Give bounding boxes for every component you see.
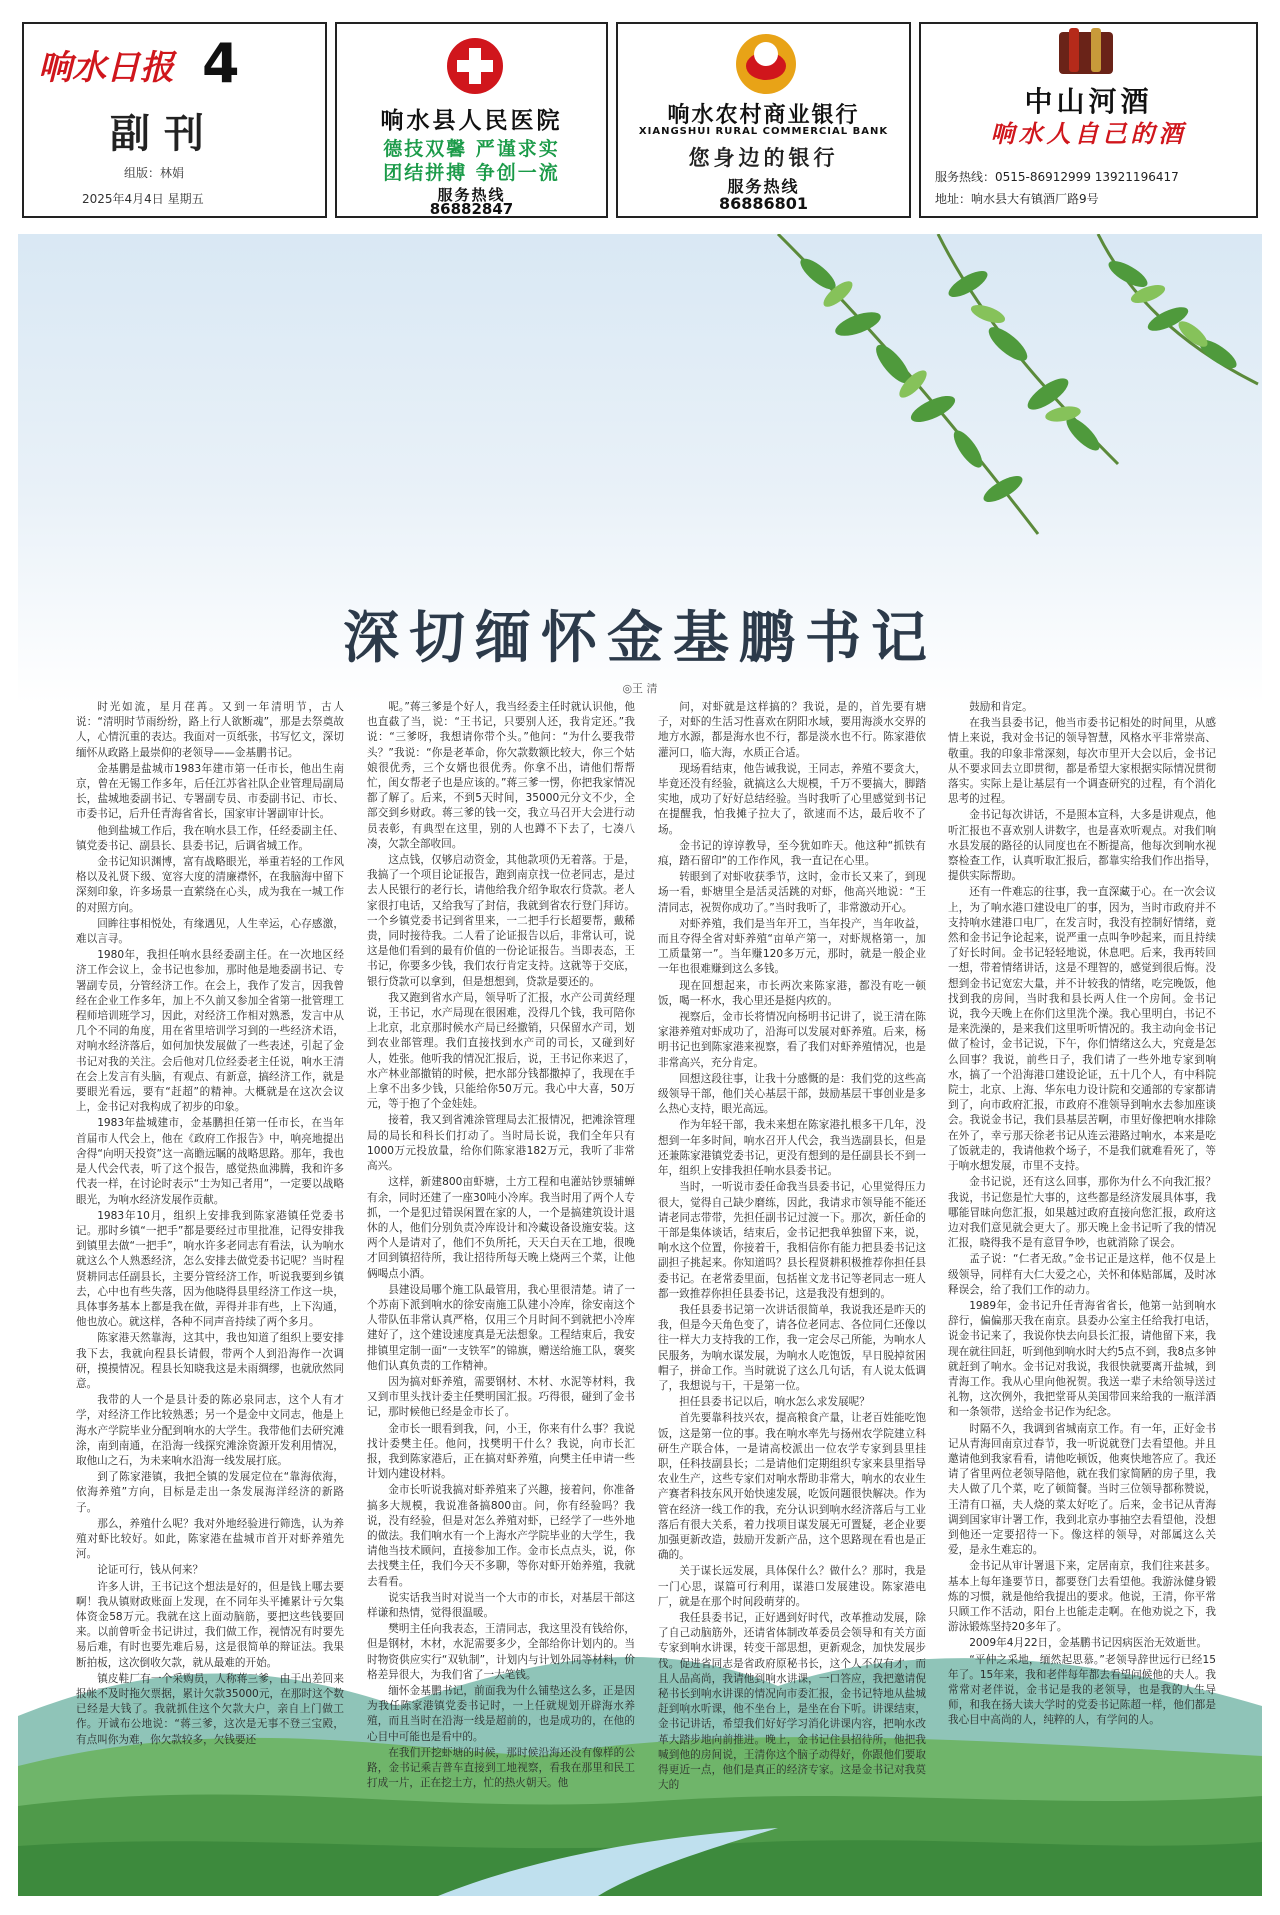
article-paragraph: 因为搞对虾养殖，需要钢材、木材、水泥等材料，我又到市里头找计委主任樊明国汇报。巧得很，碰到了金书记，那时候他已经是金市长了。	[367, 1375, 635, 1419]
article-paragraph: 陈家港天然靠海，这其中，我也知道了组织上要安排我下去，我就向程县长请假，带两个人到沿海作一次调研，摸摸情况。程县长知晓我这是未雨绸缪，也就欣然同意。	[76, 1332, 344, 1390]
article-byline: ◎王 清	[622, 682, 658, 695]
article-paragraph: 我任县委书记，正好遇到好时代，改革推动发展，除了自己动脑筋外，还请省体制改革委员会领导和有关方面专家到响水讲课，转变干部思想，更新观念，加快发展步伐。促进省同志是省政府原秘书长，这个人不仅有才，而且人品高尚，我请他到响水讲课，一口答应，我把邀请倪秘书长到响水讲课的情况向市委汇报，金书记特地从盐城赶到响水听课，他不坐台上，是坐在台下听。讲课结束，金书记讲话，希望我们好好学习消化讲课内容，把响水改革大踏步地向前推进。晚上，金书记住县招待所，他把我喊到他的房间说，王清你这个脑子动得好，你跟他们要取得更近一点，他们是真正的经济专家。这是金书记对我莫大的	[658, 1611, 926, 1792]
issue-date: 2025年4月4日 星期五	[82, 192, 204, 206]
wine-tagline: 响水人自己的酒	[990, 120, 1187, 148]
article-paragraph: 到了陈家港镇，我把全镇的发展定位在“靠海依海，依海养殖”方向，目标是走出一条发展海洋经济的新路子。	[76, 1471, 344, 1514]
article-paragraph: 金基鹏是盐城市1983年建市第一任市长，他出生南京，曾在无锡工作多年，后任江苏省社队企业管理局副局长，盐城地委副书记、专署副专员、市委副书记、市长、市委书记，后升任青海省省长，国家审计署副审计长。	[76, 762, 344, 821]
article-body	[76, 700, 1216, 1880]
article-paragraph: 金市长听说我搞对虾养殖来了兴趣，接着问，你准备搞多大规模，我说准备搞800亩。问，你有经验吗？我说，没有经验，但是对怎么养殖对虾，已经学了一些外地的做法。我们响水有一个上海水产学院毕业的大学生，我请他当技术顾问，直接参加工作。金市长点点头，说，你去找樊主任，我们今天不多聊，等你对虾开始养殖，我就去看看。	[367, 1484, 635, 1588]
article-paragraph: 首先要靠科技兴农，提高粮食产量，让老百姓能吃饱饭，这是第一位的事。我在响水率先与扬州农学院建立科研生产联合体，一是请高校派出一位农学专家到县里挂职，任科技副县长；二是请他们定期组织专家来县里指导农业生产，这些专家们对响水帮助非常大，响水的农业生产赛者科技东风开始快速发展，吃饭问题很快解决。作为管在经济一线工作的我，充分认识到响水经济落后与工业落后有很大关系，着力找项目谋发展无可置疑，老企业要加强更新改造，鼓励开发新产品，这个思路现在看也是正确的。	[658, 1412, 926, 1562]
article-paragraph: 鼓励和肯定。	[969, 701, 1033, 713]
hospital-hotline-number: 86882847	[429, 200, 514, 218]
red-cross-icon	[447, 38, 503, 94]
hospital-hotline-label: 服务热线	[437, 186, 506, 204]
article-paragraph: 时隔不久，我调到省城南京工作。有一年，正好金书记从青海回南京过春节，我一听说就登门去看望他。并且邀请他到我家看看，请他吃顿饭，他爽快地答应了。我还请了省里两位老领导陪他，就在我们家简陋的房子里，我夫人做了几个菜，吃了顿简餐。当时三位领导都称赞说，王清有口福，夫人烧的菜太好吃了。后来，金书记从青海调到国家审计署工作，我到北京办事抽空去看望他，没想到他还一定要招待一下。像这样的领导，对部属这么关爱，是永生难忘的。	[948, 1422, 1216, 1557]
editor-credit: 组版：林娟	[124, 166, 185, 180]
article-paragraph: “平仲之采地，缅然起思慕。”老领导辞世远行已经15年了。15年来，我和老伴每年都去看望问候他的夫人。我常常对老伴说，金书记是我的老领导，也是我的人生导师，和我在扬大读大学时的党委书记陈超一样，他们都是我心目中高尚的人，纯粹的人，有学问的人。	[948, 1653, 1216, 1727]
article-paragraph: 呢。”蒋三爹是个好人，我当经委主任时就认识他，他也直截了当，说：“王书记，只要别人还，我肯定还。”我说：“三爹呀，我想请你带个头。”他问：“为什么要我带头？”我说：“你是老革命，你欠款数额比较大，你三个姑娘很优秀，三个女婿也很优秀。你拿不出，请他们帮帮忙，闺女帮老子也是应该的。”蒋三爹一愣，你把我家情况都了解了。后来，不到5天时间，35000元分文不少，全部交到乡财政。蒋三爹的钱一交，我立马召开大会进行动员表彰，有典型在这里，别的人也蹲不下去了，七凑八凑，欠款全部收回。	[367, 701, 635, 850]
article-paragraph: 担任县委书记以后，响水怎么求发展呢？	[679, 1396, 870, 1409]
wine-address: 地址：响水县大有镇酒厂路9号	[935, 192, 1099, 206]
bank-hotline-number: 86886801	[718, 194, 809, 213]
article-paragraph: 回想这段往事，让我十分感慨的是：我们党的这些高级领导干部，他们关心基层干部，鼓励基层干事创业是多么热心支持，眼光高远。	[658, 1072, 926, 1116]
article-paragraph: 金书记说，还有这么回事，那你为什么不向我汇报？我说，书记您是忙大事的，这些都是经济发展具体事，我哪能冒昧向您汇报，如果越过政府直接向您汇报，政府这边对我们意见就会更大了。那天晚上金书记听了我的情况汇报，晓得我不是有意冒争吵，也就消除了误会。	[948, 1176, 1216, 1250]
article-paragraph: 金书记从审计署退下来，定居南京，我们往来甚多。基本上每年逢要节日，都要登门去看望他。我游泳健身锻炼的习惯，就是他给我提出的要求。他说，王清，你平常只顾工作不活动，阳台上也能走走啊。在他劝说之下，我游泳锻炼坚持20多年了。	[948, 1560, 1216, 1634]
article-paragraph: 金书记的谆谆教导，至今犹如昨天。他这种“抓铁有痕，踏石留印”的工作作风，我一直记在心里。	[658, 839, 926, 868]
article-paragraph: 在我们开挖虾塘的时候，那时候沿海还没有像样的公路，金书记乘吉普车直接到工地视察，看我在那里和民工打成一片，正在挖土方，忙的热火朝天。他	[367, 1746, 635, 1790]
article-paragraph: 1983年10月，组织上安排我到陈家港镇任党委书记。那时乡镇“一把手”都是要经过市里批准，记得安排我到镇里去做“一把手”，响水许多老同志有看法，认为响水就这么个人熟悉经济，怎么安排去做党委书记呢？当时程贤耕同志任副县长，主要分管经济工作，听说我要到乡镇去，心中也有些失落，因为他晓得县里经济工作这一块，具体事务基本上都是我在做，弄得并非有些，上下沟通，他也放心。就这样，各种不同声音持续了两个多月。	[76, 1209, 344, 1329]
article-paragraph: 缅怀金基鹏书记，前面我为什么铺垫这么多，正是因为我任陈家港镇党委书记时，一上任就规划开辟海水养殖，而且当时在沿海一线是超前的，也是成功的，在他的心目中可能也是看中的。	[367, 1685, 635, 1743]
bank-ad	[616, 22, 911, 218]
article-column-1	[76, 700, 344, 1880]
article-paragraph: 镇皮鞋厂有一个采购员，人称蒋三爹，由于出差回来报帐不及时拖欠票据，累计欠款35000元，在那时这个数已经是大钱了。我就抓住这个欠款大户，亲自上门做工作。开诚布公地说：“蒋三爹，这次是无事不登三宝殿，有点叫你为难，你欠款较多，欠钱要还	[76, 1672, 344, 1746]
bank-tagline: 您身边的银行	[688, 146, 839, 170]
article-paragraph: 我又跑到省水产局，领导听了汇报，水产公司黄经理说，王书记，水产局现在很困难，没得几个钱，我可陪你上北京，北京那时候水产局已经撤销，只保留水产司，划到农业部管理。我们直接找到水产司的司长，又碰到好人，姓张。他听我的情况汇报后，说，王书记你来迟了，水产林业部撤销的时候，把水部分钱都撒掉了，我现在手上拿不出多少钱，只能给你50万元。我心中大喜，50万元，等于抱了个金娃娃。	[367, 991, 635, 1111]
page-header	[22, 22, 1258, 224]
hospital-name: 响水县人民医院	[380, 108, 563, 134]
article-frame	[18, 234, 1262, 1896]
article-column-2	[367, 700, 635, 1880]
hospital-ad	[335, 22, 608, 218]
article-paragraph: 樊明主任向我表态，王清同志，我这里没有钱给你，但是钢材，木材，水泥需要多少，全部给你计划内的。当时物资供应实行“双轨制”，计划内与计划外同等材料，价格差异很大，为我们省了一大笔钱。	[367, 1623, 635, 1681]
article-paragraph: 在我当县委书记，他当市委书记相处的时间里，从感情上来说，我对金书记的领导智慧，风格水平非常崇高、敬重。我的印象非常深刻，每次市里开大会以后，金书记从不要求回去立即贯彻，都是希望大家根据实际情况贯彻落实。实际上是让基层有一个调查研究的过程，有个消化思考的过程。	[948, 717, 1216, 806]
bank-hotline-label: 服务热线	[727, 177, 800, 196]
article-paragraph: 金市长一眼看到我，问，小王，你来有什么事？我说找计委樊主任。他问，找樊明干什么？我说，向市长汇报，我到陈家港后，正在搞对虾养殖，向樊主任申请一些计划内建设材料。	[367, 1422, 635, 1481]
article-paragraph: 现场看结束，他告诫我说，王同志，养殖不要贪大，毕竟还没有经验，就搞这么大规模，千万不要搞大，脚踏实地，成功了好好总结经验。当时我听了心里感觉到书记在提醒我，怕我摊子拉大了，欲速而不达，最后收不了场。	[658, 762, 926, 836]
wine-brand: 中山河酒	[1024, 85, 1153, 118]
article-paragraph: 这样，新建800亩虾塘，土方工程和电灌站钞票辅蝉有余，同时还建了一座30吨小冷库。我当时用了两个人专抓，一个是犯过错误闲置在家的人，一个是搞建筑设计退休的人，他们分别负责冷库设计和冷藏设备设施安装。这两个人是请对了，他们不负所托，天天白天在工地，很晚才回到镇招待所，我让招待所每天晚上烧两三个菜，让他俩喝点小酒。	[367, 1176, 635, 1280]
bank-english-name: XIANGSHUI RURAL COMMERCIAL BANK	[638, 126, 889, 137]
article-paragraph: 1989年，金书记升任青海省省长，他第一站到响水辞行，偏偏那天我在南京。县委办公室主任给我打电话，说金书记来了，我说你快去向县长汇报，请他留下来，我现在就往回赶，听到他到响水时大约5点不到，我8点多钟就赶到了响水。金书记对我说，我很快就要离开盐城，到青海工作。我从心里向他祝贺。我送一辈子未给领导送过礼物，这次例外，我把堂哥从美国带回来给我的一瓶洋酒和一条领带，送给金书记作为纪念。	[948, 1299, 1216, 1419]
article-paragraph: 我带的人一个是县计委的陈必泉同志，这个人有才学，对经济工作比较熟悉；另一个是金中文同志，他是上海水产学院毕业分配到响水的大学生。我带他们去研究滩涂，南到南通，在沿海一线探究滩涂资源开发利用情况，取他山之石，为未来响水沿海一线发展打底。	[76, 1394, 344, 1467]
article-paragraph: 那么，养殖什么呢？我对外地经验进行筛选，认为养殖对虾比较好。如此，陈家港在盐城市首开对虾养殖先河。	[76, 1517, 344, 1561]
article-paragraph: 我任县委书记第一次讲话很简单，我说我还是昨天的我，但是今天角色变了，请各位老同志、各位同仁还像以往一样大力支持我的工作，我一定会尽己所能，为响水人民服务，为响水谋发展，为响水人吃饱饭，早日脱掉贫困帽子，拼命工作。当时就说了这么几句话，有人说太低调了，我想说与干，干是第一位。	[658, 1303, 926, 1392]
article-paragraph: 1983年盐城建市，金基鹏担任第一任市长，在当年首届市人代会上，他在《政府工作报告》中，响亮地提出舍得“向明天投资”这一高瞻远瞩的战略思路。那年，我也是人代会代表，听了这个报告，感觉热血沸腾，我和许多代表一样，在讨论时表示“士为知己者用”，一定要以战略眼光，为响水经济发展作贡献。	[76, 1117, 344, 1206]
article-paragraph: 这点钱，仅够启动资金，其他款项仍无着落。于是，我搞了一个项目论证报告，跑到南京找一位老同志，是过去人民银行的老行长，请他给我介绍争取农行贷款。老人家很打电话，又给我写了封信，我就到省农行登门拜访。一个乡镇党委书记到省里来，一二把手行长超要帮，戴稀贵，同时接待我。二人看了论证报告以后，非常认可，说这是他们看到的最有价值的一份论证报告。当即表态，王书记，你要多少钱，我们农行肯定支持。这就等于交底，银行贷款可以拿到，但是想想到，贷款是要还的。	[367, 854, 635, 988]
wine-ad	[919, 22, 1258, 218]
section-title: 副刊	[110, 111, 218, 157]
newspaper-logo: 响水日报	[38, 48, 174, 88]
article-paragraph: 作为年轻干部，我未来想在陈家港扎根多干几年，没想到一年多时间，响水召开人代会，我当选副县长，但是还兼陈家港镇党委书记，更没有想到的是任副县长不到一年，组织上安排我担任响水县委书记。	[658, 1119, 926, 1178]
hospital-slogan-2: 团结拼搏 争创一流	[383, 162, 560, 184]
article-column-3	[658, 700, 926, 1880]
article-paragraph: 对虾养殖，我们是当年开工，当年投产，当年收益，而且夺得全省对虾养殖“亩单产第一，对虾规格第一，加工质量第一”。当年赚120多万元，那时，就是一般企业一年也很难赚到这么多钱。	[658, 917, 926, 976]
article-paragraph: 问，对虾就是这样搞的？我说，是的，首先要有塘子，对虾的生活习性喜欢在阴阳水域，要用海淡水交界的地方水源，都是海水也不行，都是淡水也不行。陈家港依灌河口，临大海，水质正合适。	[658, 701, 926, 759]
article-paragraph: 转眼到了对虾收获季节，这时，金市长又来了，到现场一看，虾塘里全是活灵活跳的对虾，他高兴地说：“王清同志，祝贺你成功了。”当时我听了，非常激动开心。	[658, 871, 926, 914]
article-paragraph: 许多人讲，王书记这个想法是好的，但是钱上哪去要啊！我从镇财政账面上发现，在不同年头平摊累计亏欠集体资金58万元。我就在这上面动脑筋，要把这些钱要回来。以前曾听金书记讲过，我们做工作，视情况有时要先易后难，有时也要先难后易，这是很简单的辩证法。我果断拍板，这次倒收欠款，就从最难的开始。	[76, 1580, 344, 1669]
article-paragraph: 接着，我又到省滩涂管理局去汇报情况，把滩涂管理局的局长和科长们打动了。当时局长说，我们全年只有1000万元投放量，给你们陈家港182万元，我听了非常高兴。	[367, 1114, 635, 1173]
article-column-4	[948, 700, 1216, 1880]
masthead-box	[22, 22, 327, 218]
article-paragraph: 当时，一听说市委任命我当县委书记，心里觉得压力很大，觉得自己缺少磨练，因此，我请求市领导能不能还请老同志带带，先担任副书记过渡一下。那次，新任命的干部是集体谈话，结束后，金书记把我单独留下来，说，响水这个位置，你接着干，我相信你有能力把县委书记这副担子挑起来。你知道吗？县长程贤耕积极推荐你担任县委书记。在老常委里面，包括崔文龙书记等老同志一班人都一致推荐你担任县委书记，这是我没有想到的。	[658, 1181, 926, 1300]
wine-bottles-icon	[1059, 32, 1113, 74]
article-paragraph: 现在回想起来，市长两次来陈家港，都没有吃一顿饭，喝一杯水，我心里还是挺内疚的。	[658, 979, 926, 1007]
article-paragraph: 金书记知识渊博，富有战略眼光，举重若轻的工作风格以及礼贤下级、宽容大度的清廉襟怀，在我脑海中留下深刻印象，许多场景一直萦绕在心头，成为我在一城工作的对照方向。	[76, 856, 344, 914]
article-paragraph: 还有一件难忘的往事，我一直深藏于心。在一次会议上，为了响水港口建设电厂的事，因为，当时市政府并不支持响水建港口电厂，在发言时，我没有控制好情绪，竟然和金书记争论起来，说严重一点叫争吵起来，而且持续了好长时间。金书记轻轻地说，休息吧。后来，我再转回一想，带着情绪讲话，这是不理智的，感觉到很后悔。没想到金书记宽宏大量，并不计较我的情绪，吃完晚饭，他找到我的房间，当时我和县长两人住一个房间。金书记说，我今天晚上在你们这里洗个澡。我心里明白，书记不是来洗澡的，是来我们这里听听情况的。我主动向金书记做了检讨，金书记说，下午，你们情绪这么大，究竟是怎么回事？我说，前些日子，我们请了一些外地专家到响水，搞了一个沿海港口建设论证，五十几个人，有中科院院士，北京、上海、华东电力设计院和交通部的专家都请到了，向市政府汇报，市政府不准领导到响水去参加座谈会。我说金书记，我们县基层苦啊，市里好像把响水排除在外了，幸亏那天徐老书记从连云港路过响水，本来是吃了饭就走的，我请他救个场子，不是我们就难看死了，等于响水想发展，市里不支持。	[948, 886, 1216, 1173]
article-paragraph: 金书记每次讲话，不是照本宣科，大多是讲观点，他听汇报也不喜欢别人讲数字，也是喜欢听观点。对我们响水县发展的路径的认同度也在不断提高，他每次到响水视察检查工作，认真听取汇报后，都靠实给我们作出指导，提供实际帮助。	[948, 809, 1216, 883]
article-paragraph: 论证可行，钱从何来？	[97, 1564, 204, 1577]
hospital-slogan-1: 德技双馨 严谨求实	[383, 138, 560, 160]
article-paragraph: 孟子说：“仁者无敌。”金书记正是这样，他不仅是上级领导，同样有大仁大爱之心，关怀和体贴部属，及时冰释误会，给了我们工作的动力。	[948, 1253, 1216, 1296]
leaf-branch-illustration	[718, 234, 1262, 564]
article-paragraph: 2009年4月22日，金基鹏书记因病医治无效逝世。	[969, 1637, 1208, 1650]
bank-name: 响水农村商业银行	[667, 103, 860, 128]
bank-logo-icon	[736, 34, 796, 94]
article-paragraph: 1980年，我担任响水县经委副主任。在一次地区经济工作会议上，金书记也参加，那时他是地委副书记、专署副专员，分管经济工作。在会上，我作了发言，因我曾经在企业工作多年，加上不久前又参加全省第一批管理工程师培训班学习，因此，对经济工作相对熟悉，发言中从几个不同的角度，用在省里培训学习到的一些经济术语，对响水经济落后，如何加快发展做了一些表述，引起了金书记对我的关注。会后他对几位经委老主任说，响水王清在会上发言有头脑，有观点、有新意，搞经济工作，就是要眼光看远，要有“赶超”的精神。大概就是在这次会议上，金书记对我构成了初步的印象。	[76, 949, 344, 1114]
article-paragraph: 他到盐城工作后，我在响水县工作，任经委副主任、镇党委书记、副县长、县委书记，后调省城工作。	[76, 824, 344, 852]
wine-phone: 服务热线：0515-86912999 13921196417	[935, 170, 1179, 184]
article-title: 深切缅怀金基鹏书记	[343, 606, 937, 671]
article-paragraph: 回眸往事相悦处，有缘遇见，人生幸运，心存感激，难以言寻。	[76, 917, 344, 946]
article-paragraph: 时光如流，星月荏苒。又到一年清明节，古人说：“清明时节雨纷纷，路上行人欲断魂”，那是去祭奠故人，心情沉重的表达。我面对一页纸张，书写忆文，深切缅怀从政路上最崇仰的老领导——金基鹏书记。	[76, 701, 344, 759]
article-paragraph: 视察后，金市长将情况向杨明书记讲了，说王清在陈家港养殖对虾成功了，沿海可以发展对虾养殖。后来，杨明书记也到陈家港来视察，看了我们对虾养殖情况，也是非常高兴，充分肯定。	[658, 1011, 926, 1069]
article-paragraph: 县建设局哪个施工队最管用，我心里很清楚。请了一个苏南下派到响水的徐安南施工队建小冷库，徐安南这个人带队伍非常认真严格，仅用三个月时间不到就把小冷库建好了，这个建设速度真是无法想象。工程结束后，我安排镇里定制一面“一支铁军”的锦旗，赠送给施工队，褒奖他们认真负责的工作精神。	[367, 1283, 635, 1372]
page-number: 4	[202, 32, 240, 95]
article-paragraph: 说实话我当时对说当一个大市的市长，对基层干部这样谦和热情，觉得很温暖。	[367, 1591, 635, 1619]
article-paragraph: 关于谋长远发展，具体保什么？做什么？那时，我是一门心思，谋篇可行利用，谋港口发展建设。陈家港电厂，就是在那个时间段萌芽的。	[658, 1565, 926, 1608]
